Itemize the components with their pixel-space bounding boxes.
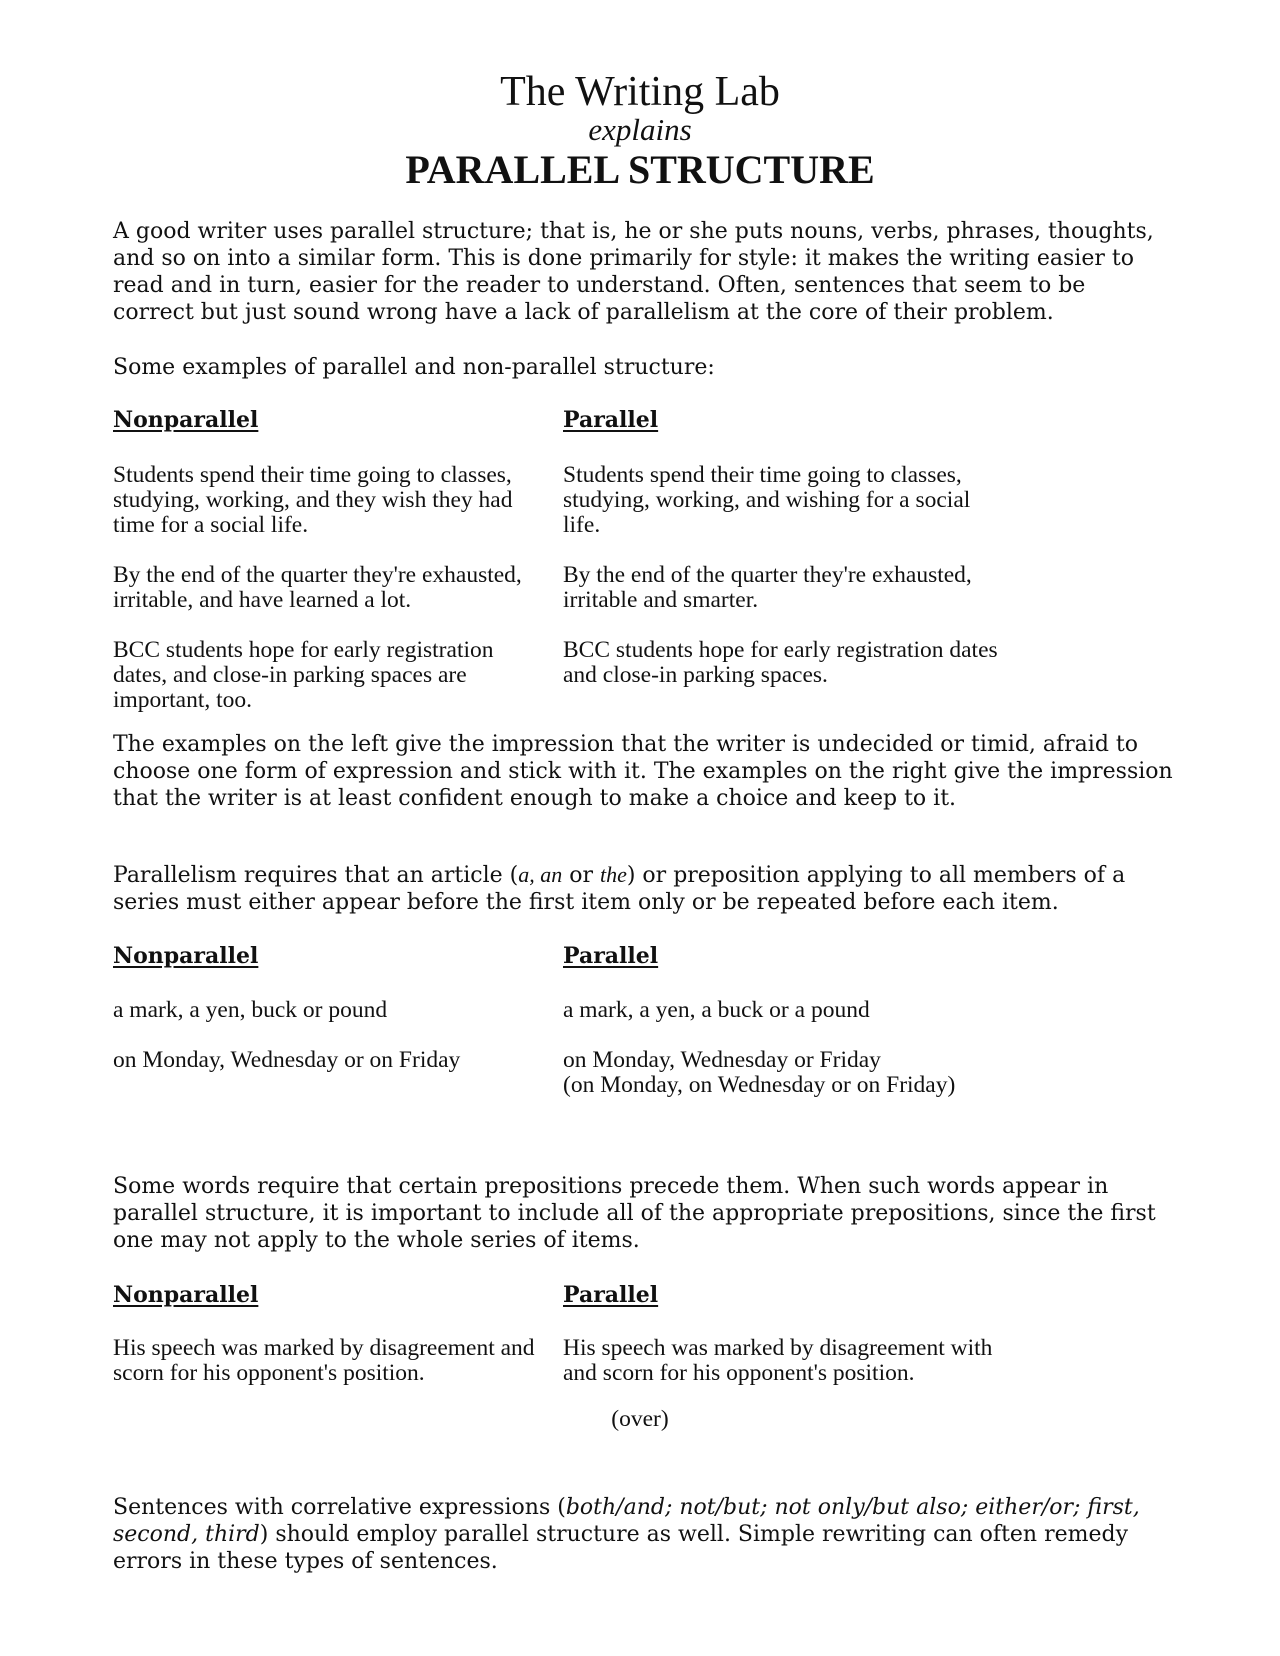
section4-intro [113, 1494, 1173, 1575]
section2-parallel-example-2-alt: (on Monday, on Wednesday or on Friday) [563, 1072, 956, 1098]
document-subtitle: explains [588, 112, 692, 147]
section4-intro-before: Sentences with correlative expressions ( [113, 1495, 566, 1520]
section1-parallel-example-3: BCC students hope for early registration dates and close-in parking spaces. [563, 637, 998, 688]
section2-nonparallel-example-1: a mark, a yen, buck or pound [113, 997, 388, 1023]
section1-nonparallel-example-1: Students spend their time going to classes, studying, working, and they wish they had time for a social life. [113, 462, 513, 538]
section3-parallel-example-1: His speech was marked by disagreement with and scorn for his opponent's position. [563, 1335, 993, 1386]
section1-nonparallel-heading: Nonparallel [113, 407, 259, 433]
document-main-title: PARALLEL STRUCTURE [405, 147, 875, 192]
section3-nonparallel-example-1: His speech was marked by disagreement and scorn for his opponent's position. [113, 1335, 535, 1386]
section3-parallel-heading: Parallel [563, 1282, 659, 1308]
section1-parallel-heading: Parallel [563, 407, 659, 433]
section1-parallel-example-1: Students spend their time going to classes, studying, working, and wishing for a social life. [563, 462, 971, 538]
section1-parallel-example-2: By the end of the quarter they're exhausted, irritable and smarter. [563, 562, 972, 613]
section1-explanation: The examples on the left give the impression that the writer is undecided or timid, afraid to choose one form of expression and stick with it. The examples on the right give the impression that the writer is at least confident enough to make a choice and keep to it. [113, 732, 1173, 811]
section4-intro-after: ) should employ parallel structure as well. Simple rewriting can often remedy errors in these types of sentences. [113, 1522, 1129, 1574]
section2-intro-the: the [599, 862, 627, 887]
section2-intro [113, 861, 1173, 916]
examples-lead: Some examples of parallel and non-parallel structure: [113, 355, 715, 380]
intro-paragraph: A good writer uses parallel structure; that is, he or she puts nouns, verbs, phrases, thoughts, and so on into a similar form. This is done primarily for style: it makes the writing easier to read and in turn, easier for the reader to understand. Often, sentences that seem to be correct but just sound wrong have a lack of parallelism at the core of their problem. [113, 219, 1154, 325]
section1-nonparallel-example-3: BCC students hope for early registration dates, and close-in parking spaces are important, too. [113, 637, 494, 713]
section2-intro-articles: a, an [518, 862, 563, 887]
section2-nonparallel-heading: Nonparallel [113, 943, 259, 969]
document-title: The Writing Lab [500, 69, 780, 115]
over-label: (over) [611, 1406, 669, 1432]
section2-intro-or: or [562, 863, 600, 888]
section2-intro-after: ) or preposition applying to all members of a series must either appear before the first item only or be repeated before each item. [113, 863, 1126, 915]
section2-nonparallel-example-2: on Monday, Wednesday or on Friday [113, 1047, 461, 1073]
section3-intro: Some words require that certain prepositions precede them. When such words appear in parallel structure, it is important to include all of the appropriate prepositions, since the first one may not apply to the whole series of items. [113, 1174, 1156, 1253]
section3-nonparallel-heading: Nonparallel [113, 1282, 259, 1308]
section2-intro-before: Parallelism requires that an article ( [113, 863, 519, 888]
section2-parallel-heading: Parallel [563, 943, 659, 969]
section2-parallel-example-2: on Monday, Wednesday or Friday [563, 1047, 881, 1073]
section1-nonparallel-example-2: By the end of the quarter they're exhausted, irritable, and have learned a lot. [113, 562, 522, 613]
section2-parallel-example-1: a mark, a yen, a buck or a pound [563, 997, 870, 1023]
section4-intro-terms: both/and; not/but; not only/but also; either/or; first, second, third [113, 1495, 1140, 1547]
